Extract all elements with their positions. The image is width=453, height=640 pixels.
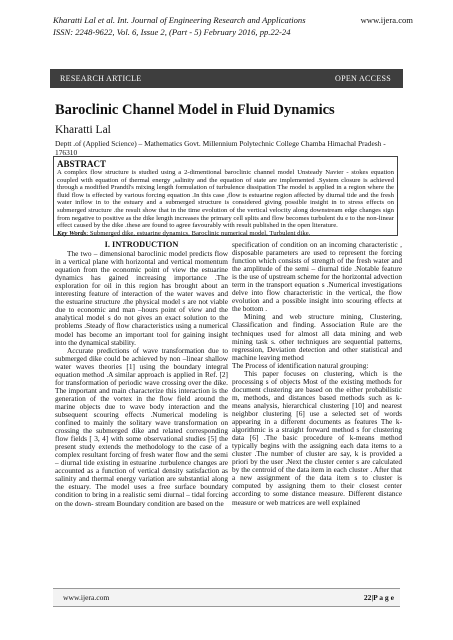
research-article-label: RESEARCH ARTICLE (60, 74, 142, 83)
article-type-banner (50, 69, 403, 88)
keywords-line (57, 230, 394, 238)
header-url[interactable]: www.ijera.com (360, 15, 413, 25)
issn-line: ISSN: 2248-9622, Vol. 6, Issue 2, (Part - 5) February 2016, pp.22-24 (53, 27, 291, 37)
citation-line: Kharatti Lal et al. Int. Journal of Engineering Research and Applications (53, 15, 306, 25)
abstract-text: A complex flow structure is studied using a 2-dimentional baroclinic channel model Unsteady Navier - stokes equation coupled with equation of thermal energy ,salinity and the equation of state are implemented .System closure is achieved through a modified Prandtl's mixing length formulation of turbulence dissipation The model is applied in a region where the fluid flow is effected by various forcing equation .In this case ,flow is estuarine region affected by diurnal tide and the fresh water inflow in to the estuary and a submerged structure is considered giving possible insight in to stress effects on submerged structure .the result show that in the time evolution of the vertical velocity along downstream edge changes sign from negative to positive as the dike length increases the primary cell splits and flow becomes turbulent du e to the non-linear effect caused by the dike .these are found to agree favourably with result published in the open literature. (57, 169, 394, 230)
affiliation: Deptt .of (Applied Science) – Mathematics Govt. Millennium Polytechnic College Chamba Himachal Pradesh - 176310 (55, 139, 386, 157)
open-access-label: OPEN ACCESS (335, 74, 391, 83)
paper-title: Baroclinic Channel Model in Fluid Dynamics (55, 102, 335, 118)
paragraph: specification of condition on an incoming characteristic , disposable parameters are used to represent the forcing function which consists of strength of the fresh water and the amplitude of the semi – diurnal tide .Notable feature is the use of upstream scheme for the horizontal advection term in the transport equation s .Numerical investigations delve into flow characteristic in the vertical, the flow evolution and a possible insight into scouring effects at the bottom . (232, 240, 403, 314)
page-number: 22|P a g e (363, 593, 394, 602)
keywords-label: Key Words (57, 229, 87, 237)
paragraph: Mining and web structure mining, Clustering, Classification and finding. Association Rule are the techniques used for almost all data mining and web mining task s. other techniques are sequential patterns, regression, Deviation detection and other statistical and machine leaving method (232, 312, 402, 362)
left-column (55, 241, 228, 508)
footer-url[interactable]: www.ijera.com (63, 593, 110, 602)
section-heading: I. INTRODUCTION (104, 240, 179, 249)
abstract-heading: ABSTRACT (57, 159, 107, 169)
paragraph: The two – dimensional baroclinic model predicts flow in a vertical plane with horizontal and vertical momentum equation from the economic point of view the estuarine dynamics has gained increasing importance .The exploration for oil in this region has brought about an interesting feature of interaction of the water waves and the estuarine structure .the physical model s are not viable due to economic and man –hours point of view and the analytical model s do not gives an exact solution to the problems .Steady of flow characteristics using a numerical model has become an important tool for gaining insight into the dynamical stability. (55, 249, 228, 347)
right-column (232, 241, 402, 507)
paragraph: This paper focuses on clustering, which is the processing s of objects Most of the existing methods for document clustering are based on the either probabilistic m, methods, and distances based methods such as k-means analysis, hierarchical clustering [10] and nearest neighbor clustering [6] use a selected set of words appearing in a different documents as features The k- algorithmic is a straight forward method s for clustering data [6] .The basic procedure of k-means method typically begins with the assigning each data items to a cluster .The number of cluster are say, k is provided a priori by the user .Next the cluster center s are calculated by the centroid of the data item in each cluster . After that a new assignment of the data item s to cluster is computed by assigning them to their closest center according to some distance measure. Different distance measure or web matrices are well explained (232, 368, 402, 507)
paragraph: Accurate predictions of wave transformation due to submerged dike could be achieved by non –linear shallow water waves theories [1] using the boundary integral equation method .A similar approach is applied in Ref. [2] for transformation of periodic wave crossing over the dike. The important and main characterize this interaction is the generation of the vortex in the flow field around the marine objects due to wave body interaction and the subsequent scouring effects .Numerical modeling is confined to mainly the solitary wave transformation on crossing the submerged dike and related corresponding flow fields [ 3, 4] with some observational studies [5] the present study extends the methodology to the case of a complex resultant forcing of fresh water flow and the semi – diurnal tide existing in estuarine .turbulence changes are accounted as a function of vertical density satisfaction as salinity and thermal energy variation are substantial along the estuary. The model uses a free surface boundary condition to bring in a realistic semi diurnal – tidal forcing on the down- stream Boundary condition are based on the (55, 345, 228, 508)
author-name: Kharatti Lal (55, 124, 111, 136)
keywords-text: : Submerged dike, estuarine dynamics, Baroclinic numerical model, Turbulent dike. (86, 229, 311, 237)
page-footer (53, 588, 400, 607)
running-header (53, 14, 413, 38)
paragraph: The Process of identification natural grouping: (232, 360, 369, 370)
abstract-box (53, 156, 398, 236)
